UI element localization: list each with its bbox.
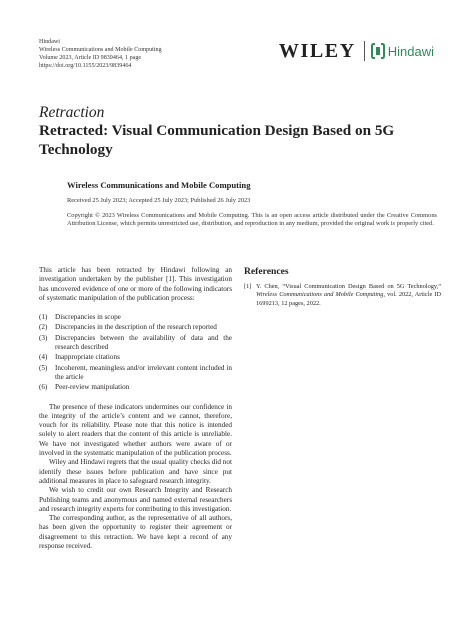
item-number: (6) [39, 383, 48, 392]
list-item [39, 323, 232, 332]
reference-details: , vol. 2022, Article ID 1699213, 12 pages, 2022. [256, 291, 441, 307]
item-number: (4) [39, 353, 48, 362]
item-number: (2) [39, 323, 48, 332]
item-text: Discrepancies in scope [55, 313, 121, 322]
list-item [39, 334, 232, 353]
item-number: (5) [39, 363, 48, 372]
meta-publisher: Hindawi [39, 39, 60, 45]
list-item [39, 313, 232, 322]
hindawi-mark-icon [371, 42, 385, 60]
article-type: Retraction [39, 104, 105, 121]
journal-name: Wireless Communications and Mobile Computing [67, 180, 251, 190]
article-dates: Received 25 July 2023; Accepted 25 July 2023; Published 26 July 2023 [67, 197, 251, 204]
paragraph-author-response: The corresponding author, as the representative of all authors, has been given the opportunity to register their agreement or disagreement to this retraction. We have kept a record of any response received. [39, 514, 232, 551]
reference-authors-title: Y. Chen, “Visual Communication Design Based on 5G Technology,” [256, 283, 441, 290]
item-text: Discrepancies between the availability of data and the research described [55, 333, 232, 352]
reference-text [256, 283, 441, 308]
paragraph-confidence: The presence of these indicators undermines our confidence in the integrity of the article’s content and we cannot, therefore, vouch for its reliability. Please note that this notice is intended solely to alert readers that the content of this article is unreliable. We have not investigated whether authors were aware of or involved in the systematic manipulation of the publication process. [39, 402, 232, 458]
copyright-notice: Copyright © 2023 Wireless Communications and Mobile Computing. This is an open access article distributed under the Creative Commons Attribution License, which permits unrestricted use, distribution, and reproduction in any medium, provided the original work is properly cited. [67, 212, 437, 228]
item-text: Incoherent, meaningless and/or irrelevant content included in the article [55, 363, 232, 381]
intro-paragraph: This article has been retracted by Hindawi following an investigation undertaken by the publisher [1]. This investigation has uncovered evidence of one or more of the following indicators of systematic manipulation of the publication process: [39, 266, 232, 302]
item-text: Inappropriate citations [55, 353, 120, 362]
hindawi-logo-text: Hindawi [387, 43, 434, 59]
article-meta [39, 38, 162, 70]
reference-journal: Wireless Communications and Mobile Computing [256, 291, 384, 299]
retraction-body [39, 266, 232, 551]
paragraph-credits: We wish to credit our own Research Integrity and Research Publishing teams and anonymous and named external researchers and research integrity experts for contributing to this investigation. [39, 486, 232, 513]
item-text: Discrepancies in the description of the research reported [55, 323, 217, 332]
item-number: (1) [39, 313, 48, 322]
meta-journal: Wireless Communications and Mobile Computing [39, 47, 162, 53]
meta-volume: Volume 2023, Article ID 9839464, 1 page [39, 55, 142, 61]
publisher-logo [279, 40, 434, 62]
wiley-logo-text: WILEY [278, 39, 356, 62]
article-title: Retracted: Visual Communication Design Based on 5G Technology [39, 122, 395, 158]
item-text: Peer-review manipulation [55, 383, 130, 392]
meta-doi[interactable]: https://doi.org/10.1155/2023/9839464 [39, 63, 132, 69]
list-item [39, 364, 232, 383]
references-heading: References [244, 266, 289, 277]
reference-number: [1] [244, 283, 252, 290]
reference-item [244, 283, 441, 308]
logo-divider [364, 41, 365, 61]
indicator-list [39, 313, 232, 392]
list-item [39, 353, 232, 362]
item-number: (3) [39, 333, 48, 342]
list-item [39, 383, 232, 392]
paragraph-quality-checks: Wiley and Hindawi regrets that the usual quality checks did not identify these issues before publication and have since put additional measures in place to safeguard research integrity. [39, 458, 232, 485]
